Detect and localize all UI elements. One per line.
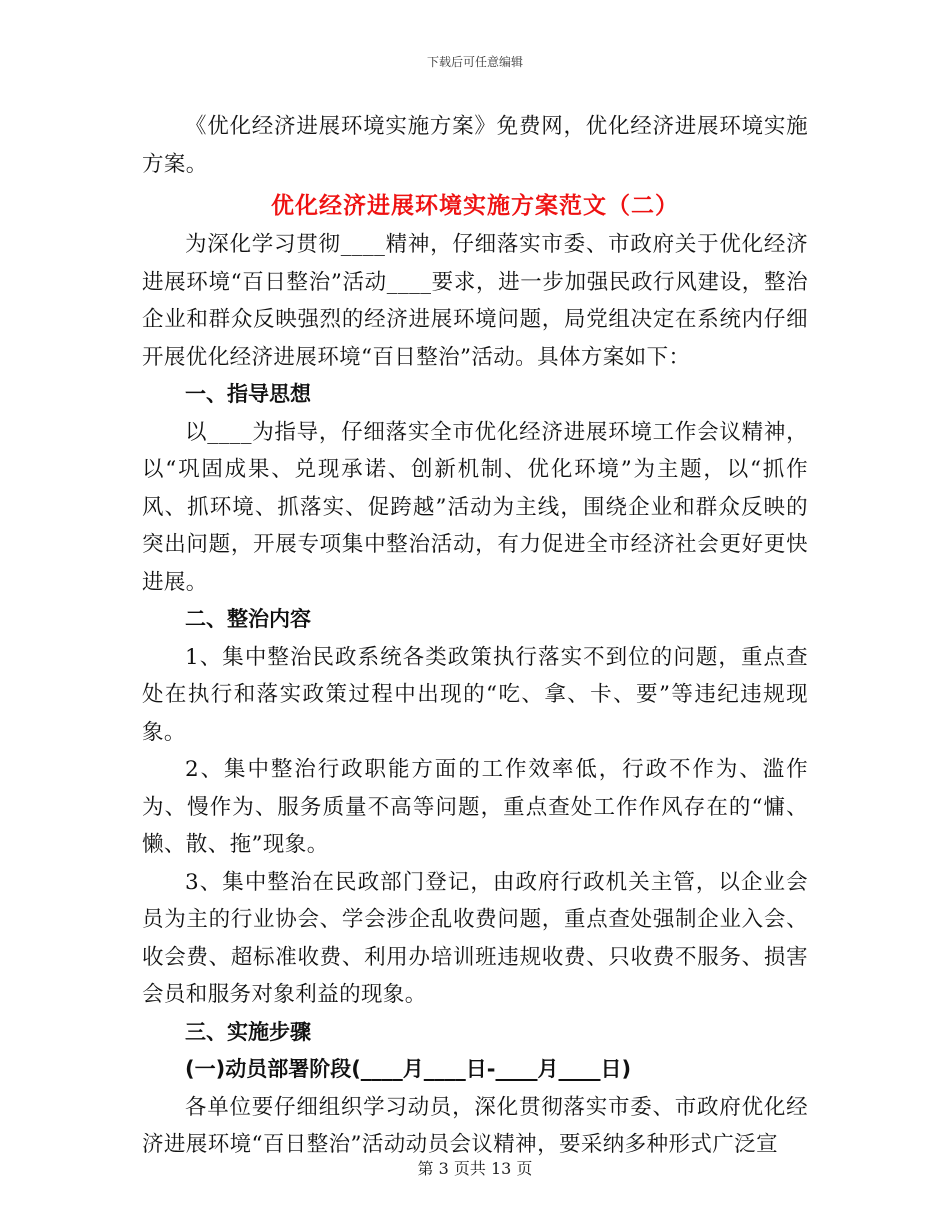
paragraph-mobilization: 各单位要仔细组织学习动员，深化贯彻落实市委、市政府优化经济进展环境“百日整治”活动动员会议精神，要采纳多种形式广泛宣: [142, 1094, 808, 1157]
section-heading-implementation-steps: 三、实施步骤: [185, 1019, 311, 1044]
paragraph-item-2: 2、集中整治行政职能方面的工作效率低，行政不作为、滥作为、慢作为、服务质量不高等问题，重点查处工作作风存在的“慵、懒、散、拖”现象。: [142, 757, 808, 857]
section-heading-guiding-ideology: 一、指导思想: [185, 382, 311, 406]
subsection-heading-mobilization: (一)动员部署阶段(____月____日-____月____日): [185, 1057, 632, 1081]
section-heading-rectification-content: 二、整治内容: [185, 607, 311, 631]
page-footer: 第 3 页共 13 页: [417, 1159, 533, 1178]
paragraph-guiding-ideology: 以____为指导，仔细落实全市优化经济进展环境工作会议精神，以“巩固成果、兑现承诺、创新机制、优化环境”为主题，以“抓作风、抓环境、抓落实、促跨越”活动为主线，围绕企业和群众反映的突出问题，开展专项集中整治活动，有力促进全市经济社会更好更快进展。: [142, 419, 808, 595]
paragraph-item-3: 3、集中整治在民政部门登记，由政府行政机关主管，以企业会员为主的行业协会、学会涉企乱收费问题，重点查处强制企业入会、收会费、超标准收费、利用办培训班违规收费、只收费不服务、损害会员和服务对象利益的现象。: [142, 869, 808, 1007]
page-header: 下载后可任意编辑: [426, 55, 523, 69]
paragraph-item-1: 1、集中整治民政系统各类政策执行落实不到位的问题，重点查处在执行和落实政策过程中出现的“吃、拿、卡、要”等违纪违规现象。: [142, 644, 808, 745]
paragraph-intro-purpose: 为深化学习贯彻____精神，仔细落实市委、市政府关于优化经济进展环境“百日整治”活动____要求，进一步加强民政行风建设，整治企业和群众反映强烈的经济进展环境问题，局党组决定在系统内仔细开展优化经济进展环境“百日整治”活动。具体方案如下：: [142, 232, 808, 370]
document-body: [142, 108, 808, 1164]
document-title: 优化经济进展环境实施方案范文（二）: [271, 192, 679, 219]
intro-paragraph: 《优化经济进展环境实施方案》免费网，优化经济进展环境实施方案。: [142, 114, 808, 177]
